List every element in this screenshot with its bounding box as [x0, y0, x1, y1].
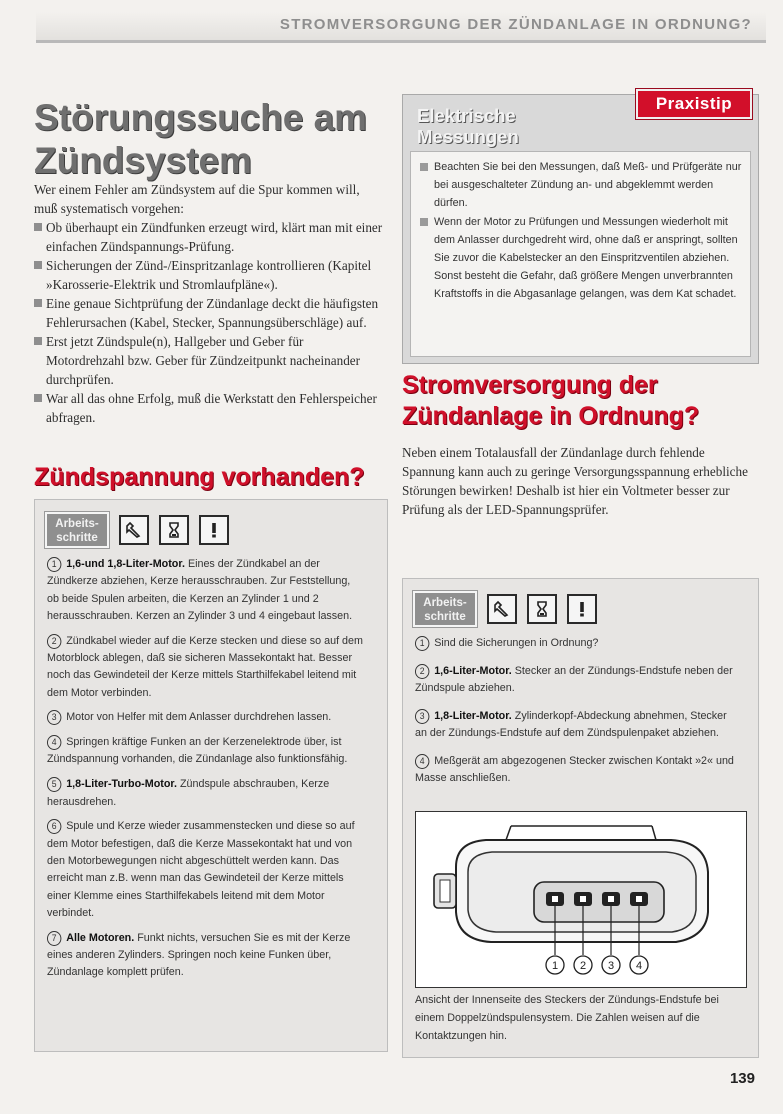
step-number: 5	[47, 777, 61, 792]
running-head	[36, 12, 766, 43]
contact-label-4: 4	[635, 960, 643, 972]
list-item-text: War all das ohne Erfolg, muß die Werkstatt den Fehlerspeicher abfragen.	[46, 391, 377, 425]
step-text: Zündkabel wieder auf die Kerze stecken und diese so auf dem Motorblock ablegen, daß sie sicheren Massekontakt hat. Besser noch das Gewindeteil der Kerze mittels Starthilfekabel leitend mit dem Motor verbinden.	[47, 634, 363, 699]
work-steps-box-right	[402, 578, 759, 1058]
intro-bullet-list	[34, 218, 384, 427]
step-text: Springen kräftige Funken an der Kerzenelektrode über, ist Zündspannung vorhanden, die Zündanlage also funktionsfähig.	[47, 736, 348, 766]
step-text: Eines der Zündkabel an der Zündkerze abziehen, Kerze herausschrauben. Zur Feststellung, ob beide Spulen arbeiten, die Kerzen an Zylinder 1 und 2 herausschrauben. Kerzen an Zylinder 3 und 4 eingebaut lassen.	[47, 558, 353, 622]
list-item	[34, 256, 384, 294]
hourglass-icon	[527, 594, 557, 624]
list-item	[34, 389, 384, 427]
praxis-tip-box	[402, 94, 759, 364]
bullet-square-icon	[420, 163, 428, 171]
page-title	[34, 96, 384, 182]
wrench-icon	[119, 515, 149, 545]
contact-label-1: 1	[551, 960, 559, 972]
step-number: 2	[47, 634, 61, 649]
praxis-content	[410, 151, 751, 357]
step-number: 4	[415, 754, 429, 769]
intro-text	[34, 180, 384, 427]
list-item	[420, 213, 742, 304]
figure-caption: Ansicht der Innenseite des Steckers der Zündungs-Endstufe bei einem Doppelzündspulensystem. Die Zahlen weisen auf die Kontaktzungen hin.	[415, 994, 719, 1042]
intro-paragraph: Wer einem Fehler am Zündsystem auf die Spur kommen will, muß systematisch vorgehen:	[34, 182, 360, 216]
step-number: 6	[47, 819, 61, 834]
section-heading-line-1: Stromversorgung der	[402, 371, 658, 399]
page-number: 139	[729, 1070, 755, 1087]
bullet-square-icon	[34, 223, 42, 231]
step-text: Zylinderkopf-Abdeckung abnehmen, Stecker an der Zündungs-Endstufe auf dem Zündspulenpaket abziehen.	[415, 709, 727, 739]
list-item	[415, 753, 736, 788]
praxis-list	[420, 158, 742, 304]
bullet-square-icon	[34, 394, 42, 402]
section-heading-stromversorgung	[402, 370, 762, 432]
step-number: 3	[47, 710, 61, 725]
contact-label-3: 3	[607, 960, 615, 972]
list-item	[420, 158, 742, 213]
step-lead: 1,8-Liter-Motor.	[434, 709, 512, 722]
step-number: 4	[47, 735, 61, 750]
step-lead: Alle Motoren.	[66, 931, 135, 944]
step-text: Stecker an der Zündungs-Endstufe neben der Zündspule abziehen.	[415, 664, 733, 694]
step-text: Motor von Helfer mit dem Anlasser durchdrehen lassen.	[66, 711, 332, 724]
list-item	[47, 709, 364, 726]
praxis-title	[417, 105, 567, 147]
list-item	[47, 818, 364, 922]
step-number: 3	[415, 709, 429, 724]
step-lead: 1,6-Liter-Motor.	[434, 664, 512, 677]
page-title-line-1: Störungssuche am	[34, 97, 368, 138]
work-steps-box-left	[34, 499, 388, 1052]
section-heading-line-2: Zündanlage in Ordnung?	[402, 402, 700, 430]
work-steps-label	[413, 591, 477, 627]
step-number: 1	[47, 557, 61, 572]
bullet-square-icon	[420, 218, 428, 226]
work-steps-header	[45, 512, 229, 548]
connector-drawing	[416, 812, 746, 987]
section-heading-zuendspannung: Zündspannung vorhanden?	[34, 463, 365, 491]
list-item	[34, 218, 384, 256]
praxis-title-line-1: Elektrische	[417, 105, 516, 126]
list-item	[47, 734, 364, 769]
list-item	[34, 332, 384, 389]
step-lead: 1,8-Liter-Turbo-Motor.	[66, 778, 177, 791]
running-head-text: STROMVERSORGUNG DER ZÜNDANLAGE IN ORDNUNG?	[279, 16, 752, 33]
bullet-square-icon	[34, 299, 42, 307]
praxis-tag-badge: Praxistip	[636, 89, 752, 119]
list-item	[47, 633, 364, 702]
step-text: Meßgerät am abgezogenen Stecker zwischen Kontakt »2« und Masse anschließen.	[415, 754, 734, 784]
step-text: Sind die Sicherungen in Ordnung?	[434, 637, 599, 649]
step-lead: 1,6-und 1,8-Liter-Motor.	[66, 558, 185, 570]
list-item-text: Erst jetzt Zündspule(n), Hallgeber und Geber für Motordrehzahl bzw. Geber für Zündzeitpunkt nacheinander durchprüfen.	[46, 334, 361, 387]
warning-exclamation-icon	[567, 594, 597, 624]
list-item	[415, 635, 736, 653]
work-steps-label	[45, 512, 109, 548]
list-item-text: Eine genaue Sichtprüfung der Zündanlage deckt die häufigsten Fehlerursachen (Kabel, Stecker, Spannungsüberschläge) auf.	[46, 296, 379, 330]
connector-illustration	[415, 811, 747, 988]
step-number: 7	[47, 931, 61, 946]
work-steps-list	[415, 635, 736, 798]
warning-exclamation-icon	[199, 515, 229, 545]
work-steps-label-line-2: schritte	[56, 532, 98, 544]
bullet-square-icon	[34, 261, 42, 269]
list-item	[415, 708, 736, 743]
praxis-title-line-2: Messungen	[417, 126, 519, 147]
bullet-square-icon	[34, 337, 42, 345]
step-text: Spule und Kerze wieder zusammenstecken und diese so auf dem Motor befestigen, daß die Kerze Massekontakt hat und von den Motorbewegungen nicht abgeschüttelt werden kann. Das erreicht man z.B. wenn man das Gewindeteil der Kerze mittels einer Klemme eines Starthilfekabels leitend mit dem Motor verbindet.	[47, 820, 355, 919]
list-item	[34, 294, 384, 332]
step-number: 1	[415, 636, 429, 651]
step-text: Zündspule abschrauben, Kerze herausdrehen.	[47, 778, 330, 808]
list-item	[47, 776, 364, 811]
work-steps-label-line-1: Arbeits-	[423, 597, 467, 609]
contact-label-2: 2	[579, 960, 587, 972]
wrench-icon	[487, 594, 517, 624]
page-title-line-2: Zündsystem	[34, 140, 252, 181]
step-text: Funkt nichts, versuchen Sie es mit der Kerze eines anderen Zylinders. Springen noch keine Funken über, Zündanlage komplett prüfen.	[47, 931, 351, 979]
list-item-text: Ob überhaupt ein Zündfunken erzeugt wird, klärt man mit einer einfachen Zündspannungs-Prüfung.	[46, 220, 383, 254]
list-item-text: Wenn der Motor zu Prüfungen und Messungen wiederholt mit dem Anlasser durchgedreht wird, ohne daß er anspringt, sollten Sie zuvor die Kabelstecker an den Einspritzventilen abziehen. Sonst besteht die Gefahr, daß größere Mengen unverbrannten Kraftstoffs in die Abgasanlage gelangen, was dem Kat schadet.	[434, 215, 738, 301]
list-item	[415, 663, 736, 698]
work-steps-list	[47, 556, 364, 989]
work-steps-label-line-1: Arbeits-	[55, 518, 99, 530]
hourglass-icon	[159, 515, 189, 545]
work-steps-label-line-2: schritte	[424, 611, 466, 623]
step-number: 2	[415, 664, 429, 679]
stromversorgung-paragraph: Neben einem Totalausfall der Zündanlage durch fehlende Spannung kann auch zu geringe Versorgungsspannung erhebliche Störungen bewirken! Deshalb ist hier ein Voltmeter besser zur Prüfung als der LED-Spannungsprüfer.	[402, 445, 748, 517]
list-item	[47, 930, 364, 982]
list-item-text: Sicherungen der Zünd-/Einspritzanlage kontrollieren (Kapitel »Karosserie-Elektrik und Stromlaufpläne«).	[46, 258, 372, 292]
list-item	[47, 556, 364, 625]
list-item-text: Beachten Sie bei den Messungen, daß Meß- und Prüfgeräte nur bei ausgeschalteter Zündung an- und abgeklemmt werden dürfen.	[434, 161, 742, 210]
work-steps-header	[413, 591, 597, 627]
